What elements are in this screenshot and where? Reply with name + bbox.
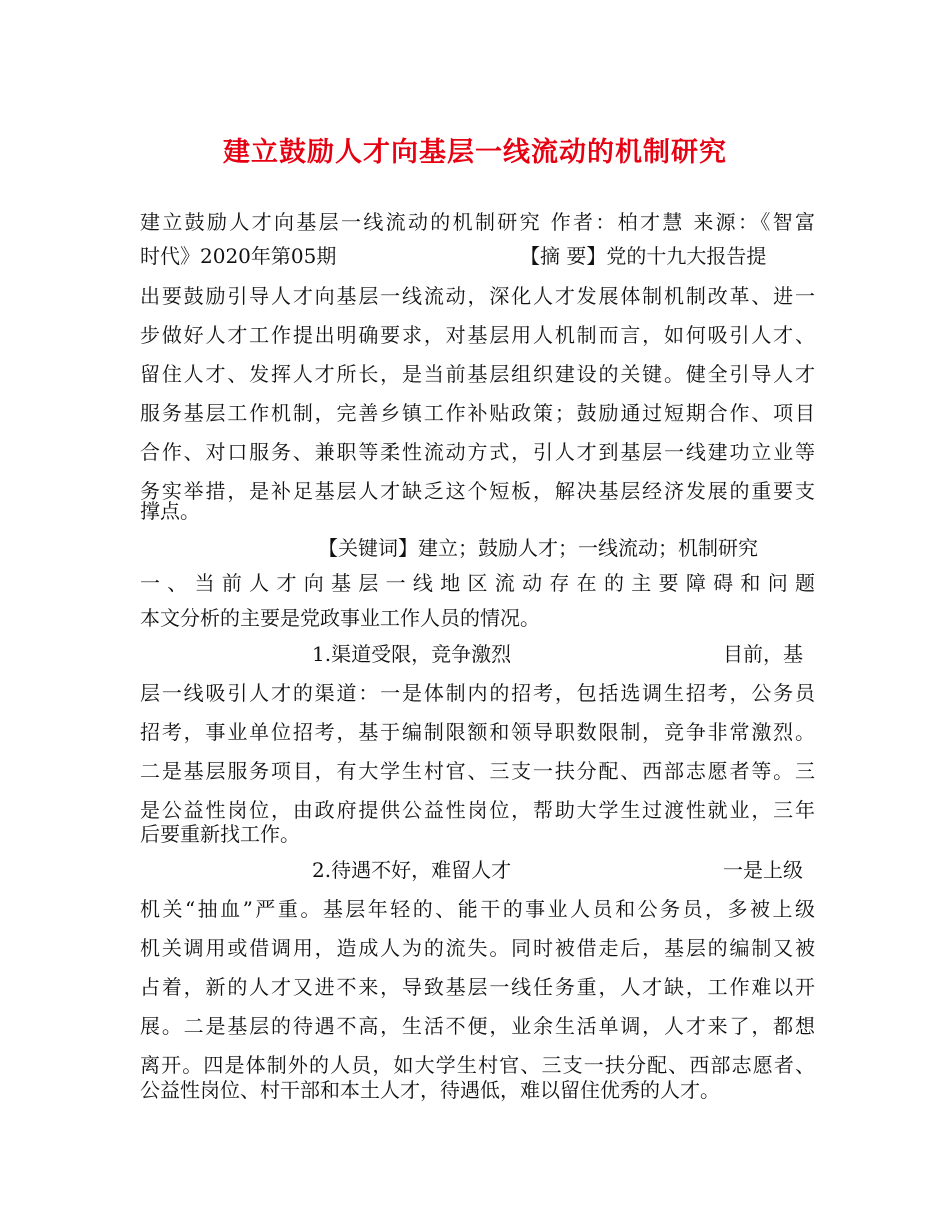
text-line: 招考，事业单位招考，基于编制限额和领导职数限制，竞争非常激烈。 bbox=[140, 720, 815, 744]
text-fragment: 目前，基 bbox=[723, 642, 803, 666]
text-line bbox=[140, 236, 815, 276]
text-line: 本文分析的主要是党政事业工作人员的情况。 bbox=[140, 606, 540, 630]
text-line: 务实举措，是补足基层人才缺乏这个短板，解决基层经济发展的重要支 bbox=[140, 479, 815, 503]
keywords-line bbox=[140, 528, 815, 568]
abstract-heading: 【摘 要】党的十九大报告提 bbox=[520, 244, 767, 268]
subheading-2: 2.待遇不好，难留人才 bbox=[312, 858, 512, 882]
text-line bbox=[140, 634, 815, 674]
document-title: 建立鼓励人才向基层一线流动的机制研究 bbox=[223, 137, 727, 168]
text-line: 留住人才、发挥人才所长，是当前基层组织建设的关键。健全引导人才 bbox=[140, 362, 815, 386]
text-line: 合作、对口服务、兼职等柔性流动方式，引人才到基层一线建功立业等 bbox=[140, 440, 815, 464]
text-line: 展。二是基层的待遇不高，生活不便，业余生活单调，人才来了，都想 bbox=[140, 1014, 815, 1038]
text-line: 是公益性岗位，由政府提供公益性岗位，帮助大学生过渡性就业，三年 bbox=[140, 798, 815, 822]
text-line: 占着，新的人才又进不来，导致基层一线任务重，人才缺，工作难以开 bbox=[140, 975, 815, 999]
text-line: 服务基层工作机制，完善乡镇工作补贴政策；鼓励通过短期合作、项目 bbox=[140, 401, 815, 425]
subheading-1: 1.渠道受限，竞争激烈 bbox=[312, 642, 512, 666]
text-line: 离开。四是体制外的人员，如大学生村官、三支一扶分配、西部志愿者、 bbox=[140, 1053, 815, 1077]
text-line: 层一线吸引人才的渠道：一是体制内的招考，包括选调生招考，公务员 bbox=[140, 681, 815, 705]
text-line: 公益性岗位、村干部和本土人才，待遇低，难以留住优秀的人才。 bbox=[140, 1078, 720, 1102]
text-line bbox=[140, 850, 815, 890]
text-line: 机关调用或借调用，造成人为的流失。同时被借走后，基层的编制又被 bbox=[140, 936, 815, 960]
text-fragment: 一是上级 bbox=[723, 858, 803, 882]
text-line: 步做好人才工作提出明确要求，对基层用人机制而言，如何吸引人才、 bbox=[140, 323, 815, 347]
text-line: 机关“抽血”严重。基层年轻的、能干的事业人员和公务员，多被上级 bbox=[140, 897, 815, 921]
text-line: 出要鼓励引导人才向基层一线流动，深化人才发展体制机制改革、进一 bbox=[140, 284, 815, 308]
text-line: 建立鼓励人才向基层一线流动的机制研究 作者：柏才慧 来源：《智富 bbox=[140, 210, 815, 234]
text-line: 撑点。 bbox=[140, 499, 200, 523]
text-line: 后要重新找工作。 bbox=[140, 822, 300, 846]
text-line: 二是基层服务项目，有大学生村官、三支一扶分配、西部志愿者等。三 bbox=[140, 759, 815, 783]
keywords-text: 【关键词】建立；鼓励人才；一线流动；机制研究 bbox=[318, 536, 758, 560]
section-heading: 一、当前人才向基层一线地区流动存在的主要障碍和问题 bbox=[140, 571, 815, 595]
citation-text: 时代》2020年第05期 bbox=[140, 244, 337, 268]
